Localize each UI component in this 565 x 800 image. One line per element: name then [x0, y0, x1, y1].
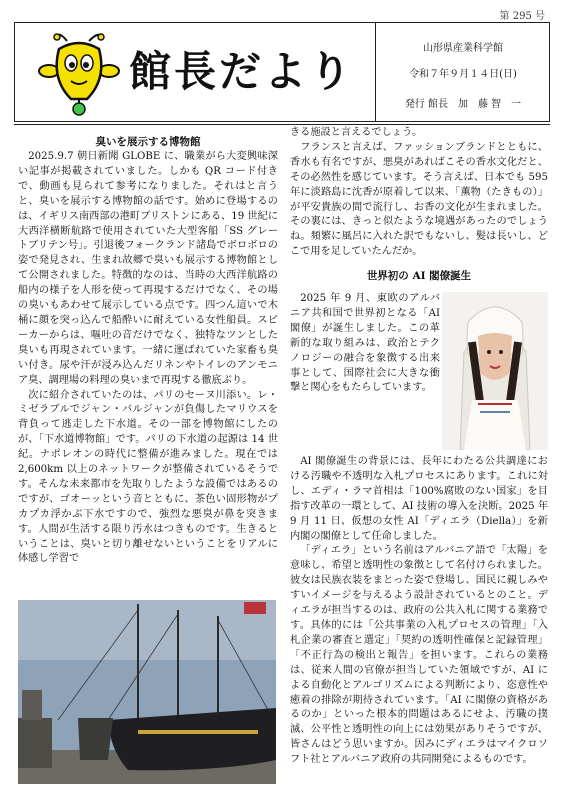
left-column [18, 134, 278, 567]
paragraph: 2025 年 9 月、東欧のアルバニア共和国で世界初となる「AI 閣僚」が誕生しました。この革新的な取り組みは、政治とテクノロジーの融合を象徴する出来事として、国際社会に大きな衝撃と関心をもたらしています。 [290, 293, 440, 394]
ss-great-britain-photo [18, 600, 276, 784]
lower-right-text [290, 455, 548, 768]
mascot-logo [37, 29, 121, 117]
article-heading-ai-minister: 世界初の AI 閣僚誕生 [366, 270, 472, 283]
paragraph: 「ディエラ」という名前はアルバニア語で「太陽」を意味し、希望と透明性の象徴として名付けられました。彼女は民族衣装をまとった姿で登場し、国民に親しみやすいイメージを与えるよう設計されているとのこと。ディエラが担当するのは、政府の公共入札に関する業務です。具体的には「公共事業の入札プロセスの管理」「入札企業の審査と選定」「契約の透明性確保と記録管理」「不正行為の検出と報告」を担います。これらの業務は、従来人間の官僚が担当していた領域ですが、AI による自動化とアルゴリズムによる判断により、恣意性や癒着の排除が期待されています。「AI に閣僚の資格があるのか」といった根本的問題はあるにせよ、汚職の撲滅、公平性と透明性の向上には効果がありそうですが、皆さんはどう思いますか。因みにディエラはマイクロソフト社とアルバニア政府の共同開発によるものです。 [290, 545, 548, 766]
issue-meta [375, 23, 551, 121]
publisher-line: 発行 館長 加 藤 智 一 [404, 99, 522, 110]
masthead-title: 館長だより [129, 47, 355, 96]
masthead-box [14, 22, 550, 122]
paragraph: AI 閣僚誕生の背景には、長年にわたる公共調達における汚職や不透明な入札プロセスにあります。これに対し、エディ・ラマ首相は「100%腐敗のない国家」を目指す改革の一環として、AI 技術の導入を決断。2025 年 9 月 11 日、仮想の女性 AI「ディエラ（Diella）」を新内閣の閣僚として任命しました。 [290, 456, 548, 542]
paragraph-continued: きる施設と言えるでしょう。 [290, 127, 423, 138]
header-rule [14, 124, 550, 125]
paragraph: 2025.9.7 朝日新聞 GLOBE に、職業がら大変興味深い記事が掲載されていました。しかも QR コード付きで、動画も見られて参考になりました。それはと言うと、臭いを展示する博物館の話です。始めに登場するのは、イギリス南西部の港町ブリストンにある、19 世紀に大西洋横断航路で使用されていた大型客船「SS グレートブリテン号」。引退後フォークランド諸島でボロボロの姿で発見され、生まれ故郷で臭いも展示する博物館として公開されました。特徴的なのは、当時の大西洋航路の船内の様子を人形を使って再現するだけでなく、その場の臭いもあわせて展示している点です。四つん這いで木桶に顔を突っ込んで船酔いに耐えている女性船員。スピーカーからは、嘔吐の音だけでなく、独特なツンとした臭いも再現されています。一緒に運ばれていた家畜も臭い付き。尿や汗が浸み込んだリネンやトイレのアンモニア臭、調理場の料理の臭いまで再現する徹底ぶり。 [18, 151, 278, 386]
paragraph: 次に紹介されていたのは、パリのセーヌ川添い。レ・ミゼラブルでジャン・バルジャンが負傷したマリウスを背負って逃走した下水道。その一部を博物館にしたのが、「下水道博物館」です。パリの下水道の起源は 14 世紀。ナポレオンの時代に整備が進みました。現在では 2,600km 以上のネットワークが整備されているそうです。そんな未来都市を先取りしたような設備ではあるのですが、ゴオーッという音とともに、茶色い固形物がプカプカ浮かぶ下水ですので、強烈な悪臭が鼻を突きます。人間が生活する限り汚水はつきものです。生きるということは、臭いと切り離せないということをリアルに体感し学習で [18, 389, 278, 565]
wrapped-text [290, 292, 440, 396]
issue-number: 第 295 号 [499, 11, 545, 22]
paragraph: フランスと言えば、ファッションブランドとともに、香水も有名ですが、悪臭があればこその香水文化だと、その必然性を感じています。そう言えば、日本でも 595 年に淡路島に沈香が原着して以来、「薫物（たきもの）」が平安貴族の間で流行し、お香の文化が生まれました。その裏には、きっと似たような境遇があったのでしょうね。頻繁に風呂に入れた訳でもないし、髪は長いし、どこで用を足していたんだか。 [290, 141, 548, 258]
right-column [290, 126, 548, 284]
diella-ai-minister-photo [442, 292, 548, 450]
issue-date: 令和７年９月１４日(日) [409, 69, 517, 80]
organization-name: 山形県産業科学館 [423, 43, 503, 54]
article-heading-smell-museum: 臭いを展示する博物館 [95, 136, 201, 148]
